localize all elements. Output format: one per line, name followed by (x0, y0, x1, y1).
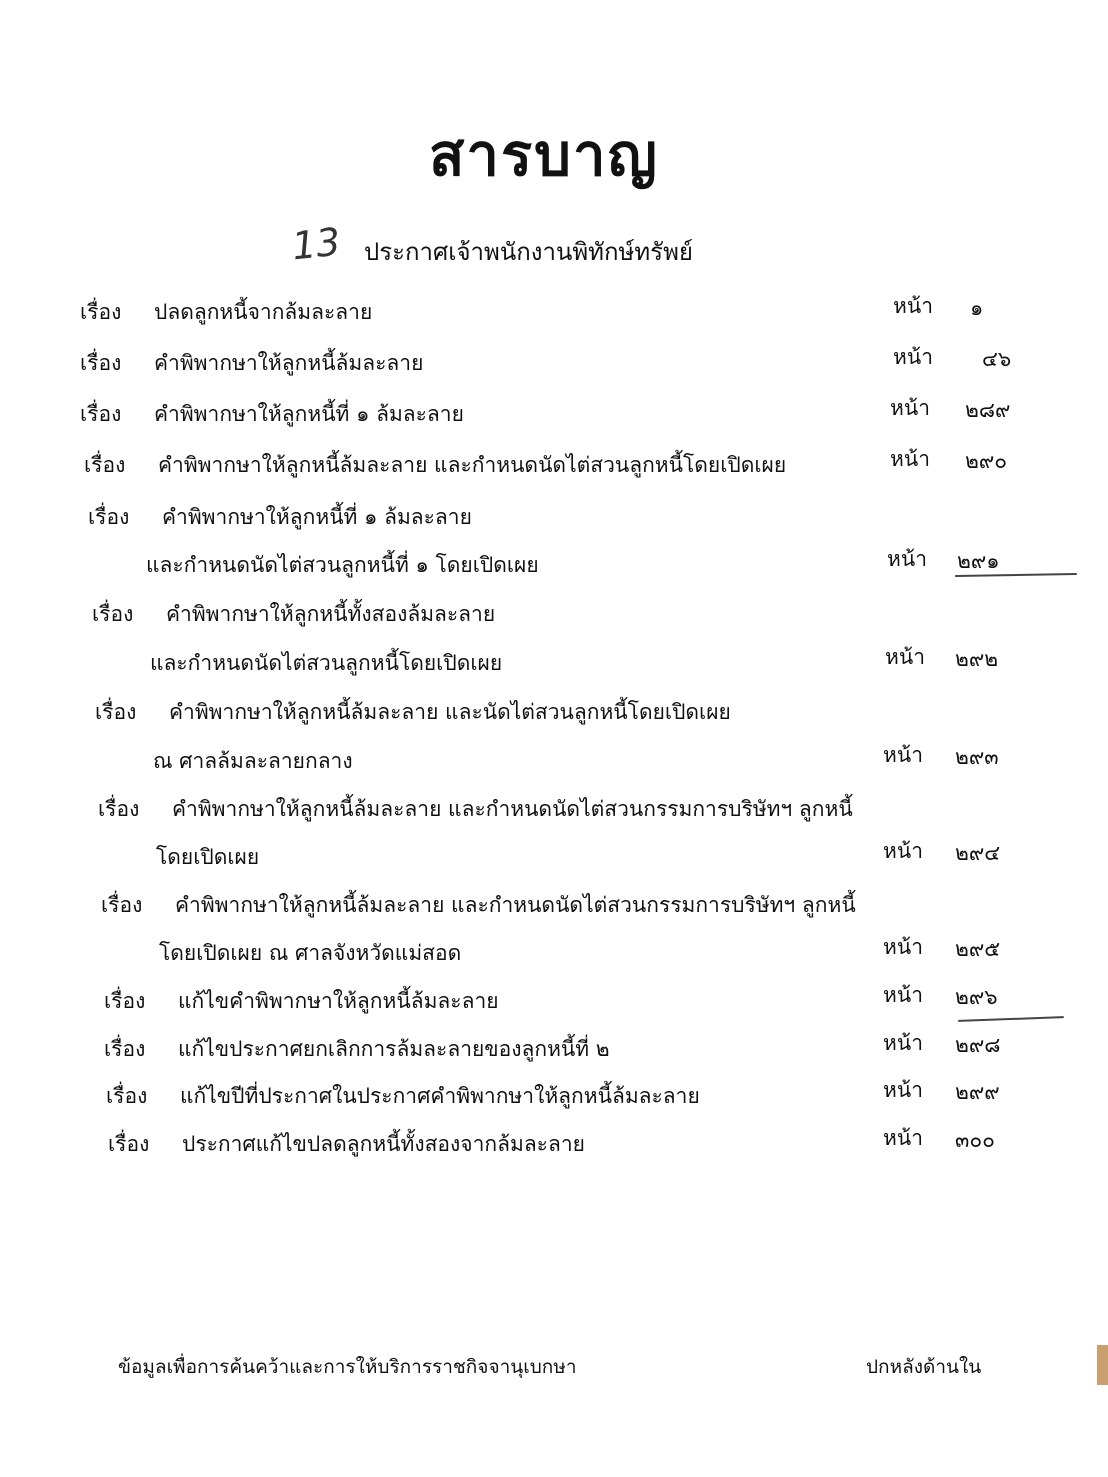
page-number: ๔๖ (982, 347, 1012, 371)
page-label: หน้า (883, 839, 923, 863)
entry-title: คำพิพากษาให้ลูกหนี้ล้มละลาย และกำหนดนัดไต่สวนกรรมการบริษัทฯ ลูกหนี้ (172, 797, 853, 821)
page-number: ๒๙๕ (955, 937, 1001, 961)
toc-entry-line (88, 501, 472, 534)
toc-entry-line (84, 449, 786, 482)
page-number: ๒๙๓ (955, 745, 999, 769)
page-number: ๒๙๔ (955, 841, 1001, 865)
page-label: หน้า (890, 396, 930, 420)
toc-entry-line (146, 549, 539, 582)
entry-title: โดยเปิดเผย ณ ศาลจังหวัดแม่สอด (159, 941, 462, 965)
page-edge (1097, 1345, 1108, 1385)
entry-title: และกำหนดนัดไต่สวนลูกหนี้ที่ ๑ โดยเปิดเผย (146, 553, 539, 577)
page-number: ๒๙๖ (955, 985, 998, 1009)
entry-title: คำพิพากษาให้ลูกหนี้ล้มละลาย และกำหนดนัดไต่สวนลูกหนี้โดยเปิดเผย (158, 453, 787, 477)
entry-lead: เรื่อง (84, 453, 126, 477)
page-label: หน้า (885, 645, 925, 669)
entry-lead: เรื่อง (108, 1132, 150, 1156)
toc-entry-line (92, 598, 495, 631)
toc-entry-line (150, 647, 502, 680)
page-number: ๒๙๐ (965, 449, 1008, 473)
entry-title: ณ ศาลล้มละลายกลาง (153, 749, 353, 773)
page-number: ๒๙๘ (955, 1033, 1001, 1057)
page-label: หน้า (883, 1126, 923, 1150)
entry-lead: เรื่อง (80, 351, 122, 375)
page-label: หน้า (883, 743, 923, 767)
toc-entry-line (101, 889, 856, 922)
page-label: หน้า (893, 345, 933, 369)
footer-source: ข้อมูลเพื่อการค้นคว้าและการให้บริการราชกิจจานุเบกษา (118, 1356, 577, 1378)
entry-lead: เรื่อง (88, 505, 130, 529)
page-number: ๒๙๑ (957, 549, 1000, 573)
entry-title: ปลดลูกหนี้จากล้มละลาย (154, 300, 373, 324)
entry-lead: เรื่อง (80, 300, 122, 324)
entry-title: คำพิพากษาให้ลูกหนี้ล้มละลาย และกำหนดนัดไต่สวนกรรมการบริษัทฯ ลูกหนี้ (175, 893, 856, 917)
page-label: หน้า (883, 1031, 923, 1055)
toc-entry-line (98, 793, 853, 826)
entry-lead: เรื่อง (95, 700, 137, 724)
entry-title: คำพิพากษาให้ลูกหนี้ล้มละลาย และนัดไต่สวนลูกหนี้โดยเปิดเผย (169, 700, 731, 724)
handwritten-mark: 13 (289, 219, 343, 269)
toc-entry-line (159, 937, 461, 970)
entry-lead: เรื่อง (104, 1037, 146, 1061)
entry-title: โดยเปิดเผย (156, 845, 260, 869)
toc-entry-line (104, 985, 499, 1018)
page-number: ๒๙๒ (955, 647, 999, 671)
page-label: หน้า (887, 547, 927, 571)
page-number: ๒๘๙ (965, 398, 1011, 422)
page-number: ๓๐๐ (955, 1128, 995, 1152)
toc-entry-line (153, 745, 353, 778)
footer-page-note: ปกหลังด้านใน (866, 1356, 982, 1378)
entry-lead: เรื่อง (80, 402, 122, 426)
toc-entry-line (80, 296, 372, 329)
entry-title: คำพิพากษาให้ลูกหนี้ล้มละลาย (154, 351, 424, 375)
toc-entry-line (106, 1080, 700, 1113)
page-number: ๑ (970, 296, 984, 320)
entry-lead: เรื่อง (106, 1084, 148, 1108)
entry-lead: เรื่อง (101, 893, 143, 917)
entry-title: แก้ไขปีที่ประกาศในประกาศคำพิพากษาให้ลูกหนี้ล้มละลาย (180, 1084, 700, 1108)
page-label: หน้า (883, 935, 923, 959)
entry-title: แก้ไขคำพิพากษาให้ลูกหนี้ล้มละลาย (178, 989, 499, 1013)
page-label: หน้า (893, 294, 933, 318)
toc-entry-line (95, 696, 731, 729)
toc-entry-line (80, 347, 423, 380)
section-title: ประกาศเจ้าพนักงานพิทักษ์ทรัพย์ (364, 238, 693, 266)
page-label: หน้า (890, 447, 930, 471)
entry-title: คำพิพากษาให้ลูกหนี้ทั้งสองล้มละลาย (166, 602, 496, 626)
toc-entry-line (156, 841, 259, 874)
toc-entry-line (108, 1128, 585, 1161)
page-label: หน้า (883, 1078, 923, 1102)
page-number: ๒๙๙ (955, 1080, 1000, 1104)
page-title: สารบาญ (429, 121, 659, 189)
toc-entry-line (80, 398, 464, 431)
entry-title: ประกาศแก้ไขปลดลูกหนี้ทั้งสองจากล้มละลาย (182, 1132, 585, 1156)
entry-lead: เรื่อง (92, 602, 134, 626)
page-label: หน้า (883, 983, 923, 1007)
entry-lead: เรื่อง (104, 989, 146, 1013)
handwritten-underline (958, 1016, 1064, 1022)
entry-title: และกำหนดนัดไต่สวนลูกหนี้โดยเปิดเผย (150, 651, 503, 675)
entry-lead: เรื่อง (98, 797, 140, 821)
entry-title: คำพิพากษาให้ลูกหนี้ที่ ๑ ล้มละลาย (162, 505, 472, 529)
entry-title: คำพิพากษาให้ลูกหนี้ที่ ๑ ล้มละลาย (154, 402, 464, 426)
toc-entry-line (104, 1033, 610, 1066)
entry-title: แก้ไขประกาศยกเลิกการล้มละลายของลูกหนี้ที่ ๒ (178, 1037, 610, 1061)
